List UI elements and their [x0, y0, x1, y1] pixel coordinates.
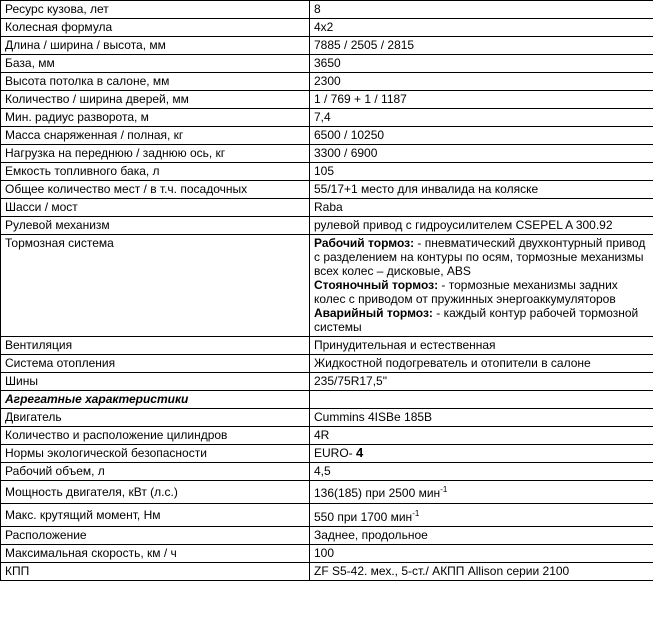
table-row — [1, 145, 653, 163]
table-row — [1, 337, 653, 355]
section-heading: Агрегатные характеристики — [1, 391, 310, 409]
row-value: рулевой привод с гидроусилителем CSEPEL A 300.92 — [310, 217, 653, 235]
parking-brake-text: - тормозные механизмы задних колес с приводом от пружинных энергоаккумуляторов — [314, 278, 618, 306]
service-brake-title: Рабочий тормоз: — [314, 236, 415, 250]
table-row — [1, 127, 653, 145]
row-value: 6500 / 10250 — [310, 127, 653, 145]
emergency-brake-title: Аварийный тормоз: — [314, 306, 433, 320]
table-row — [1, 19, 653, 37]
row-value: 105 — [310, 163, 653, 181]
table-row — [1, 163, 653, 181]
eco-label: Нормы экологической безопасности — [1, 445, 310, 463]
row-label: Масса снаряженная / полная, кг — [1, 127, 310, 145]
row-value: 235/75R17,5" — [310, 373, 653, 391]
torque-row — [1, 504, 653, 527]
table-row — [1, 427, 653, 445]
eco-value — [310, 445, 653, 463]
torque-text: 550 при 1700 мин — [314, 510, 413, 524]
table-row — [1, 527, 653, 545]
row-label: Вентиляция — [1, 337, 310, 355]
row-label: Колесная формула — [1, 19, 310, 37]
row-label: Рулевой механизм — [1, 217, 310, 235]
row-label: Количество и расположение цилиндров — [1, 427, 310, 445]
power-label: Мощность двигателя, кВт (л.с.) — [1, 481, 310, 504]
power-value — [310, 481, 653, 504]
power-row — [1, 481, 653, 504]
section-heading-empty — [310, 391, 653, 409]
torque-sup: -1 — [412, 509, 420, 518]
table-row — [1, 409, 653, 427]
row-value: 3650 — [310, 55, 653, 73]
table-row — [1, 37, 653, 55]
table-row — [1, 545, 653, 563]
table-row — [1, 1, 653, 19]
row-value: ZF S5-42. мех., 5-ст./ АКПП Allison серии 2100 — [310, 563, 653, 581]
row-label: Система отопления — [1, 355, 310, 373]
row-label: Емкость топливного бака, л — [1, 163, 310, 181]
table-row — [1, 217, 653, 235]
row-label: База, мм — [1, 55, 310, 73]
brakes-value — [310, 235, 653, 337]
table-row — [1, 91, 653, 109]
eco-number: 4 — [356, 445, 364, 460]
row-label: Общее количество мест / в т.ч. посадочных — [1, 181, 310, 199]
torque-label: Макс. крутящий момент, Нм — [1, 504, 310, 527]
brakes-label: Тормозная система — [1, 235, 310, 337]
row-value: 7,4 — [310, 109, 653, 127]
row-label: Шасси / мост — [1, 199, 310, 217]
row-value: Raba — [310, 199, 653, 217]
power-sup: -1 — [440, 485, 448, 494]
row-label: Ресурс кузова, лет — [1, 1, 310, 19]
emergency-brake-text: - каждый контур рабочей тормозной системы — [314, 306, 639, 334]
table-row — [1, 563, 653, 581]
row-value: 4R — [310, 427, 653, 445]
row-label: Рабочий объем, л — [1, 463, 310, 481]
row-label: Расположение — [1, 527, 310, 545]
row-value: Принудительная и естественная — [310, 337, 653, 355]
row-label: Шины — [1, 373, 310, 391]
row-value: Жидкостной подогреватель и отопители в салоне — [310, 355, 653, 373]
row-value: 1 / 769 + 1 / 1187 — [310, 91, 653, 109]
row-value: 8 — [310, 1, 653, 19]
row-value: 55/17+1 место для инвалида на коляске — [310, 181, 653, 199]
row-value: 2300 — [310, 73, 653, 91]
table-row — [1, 181, 653, 199]
table-row — [1, 109, 653, 127]
row-value: 3300 / 6900 — [310, 145, 653, 163]
row-label: Высота потолка в салоне, мм — [1, 73, 310, 91]
section-heading-row — [1, 391, 653, 409]
table-row — [1, 73, 653, 91]
parking-brake-title: Стояночный тормоз: — [314, 278, 439, 292]
row-label: Длина / ширина / высота, мм — [1, 37, 310, 55]
power-text: 136(185) при 2500 мин — [314, 486, 441, 500]
table-row — [1, 199, 653, 217]
eco-row — [1, 445, 653, 463]
row-label: Количество / ширина дверей, мм — [1, 91, 310, 109]
table-row — [1, 463, 653, 481]
row-value: 100 — [310, 545, 653, 563]
row-label: Максимальная скорость, км / ч — [1, 545, 310, 563]
row-value: 4,5 — [310, 463, 653, 481]
row-value: 4x2 — [310, 19, 653, 37]
service-brake-text: - пневматический двухконтурный привод с разделением на контуры по осям, тормозные механизмы всех колес – дисковые, ABS — [314, 236, 646, 278]
table-row — [1, 355, 653, 373]
table-row — [1, 373, 653, 391]
table-row — [1, 55, 653, 73]
row-label: Нагрузка на переднюю / заднюю ось, кг — [1, 145, 310, 163]
row-label: Мин. радиус разворота, м — [1, 109, 310, 127]
torque-value — [310, 504, 653, 527]
row-label: КПП — [1, 563, 310, 581]
row-value: 7885 / 2505 / 2815 — [310, 37, 653, 55]
brakes-row — [1, 235, 653, 337]
row-value: Cummins 4ISBe 185B — [310, 409, 653, 427]
row-label: Двигатель — [1, 409, 310, 427]
eco-prefix: EURO- — [314, 446, 356, 460]
row-value: Заднее, продольное — [310, 527, 653, 545]
